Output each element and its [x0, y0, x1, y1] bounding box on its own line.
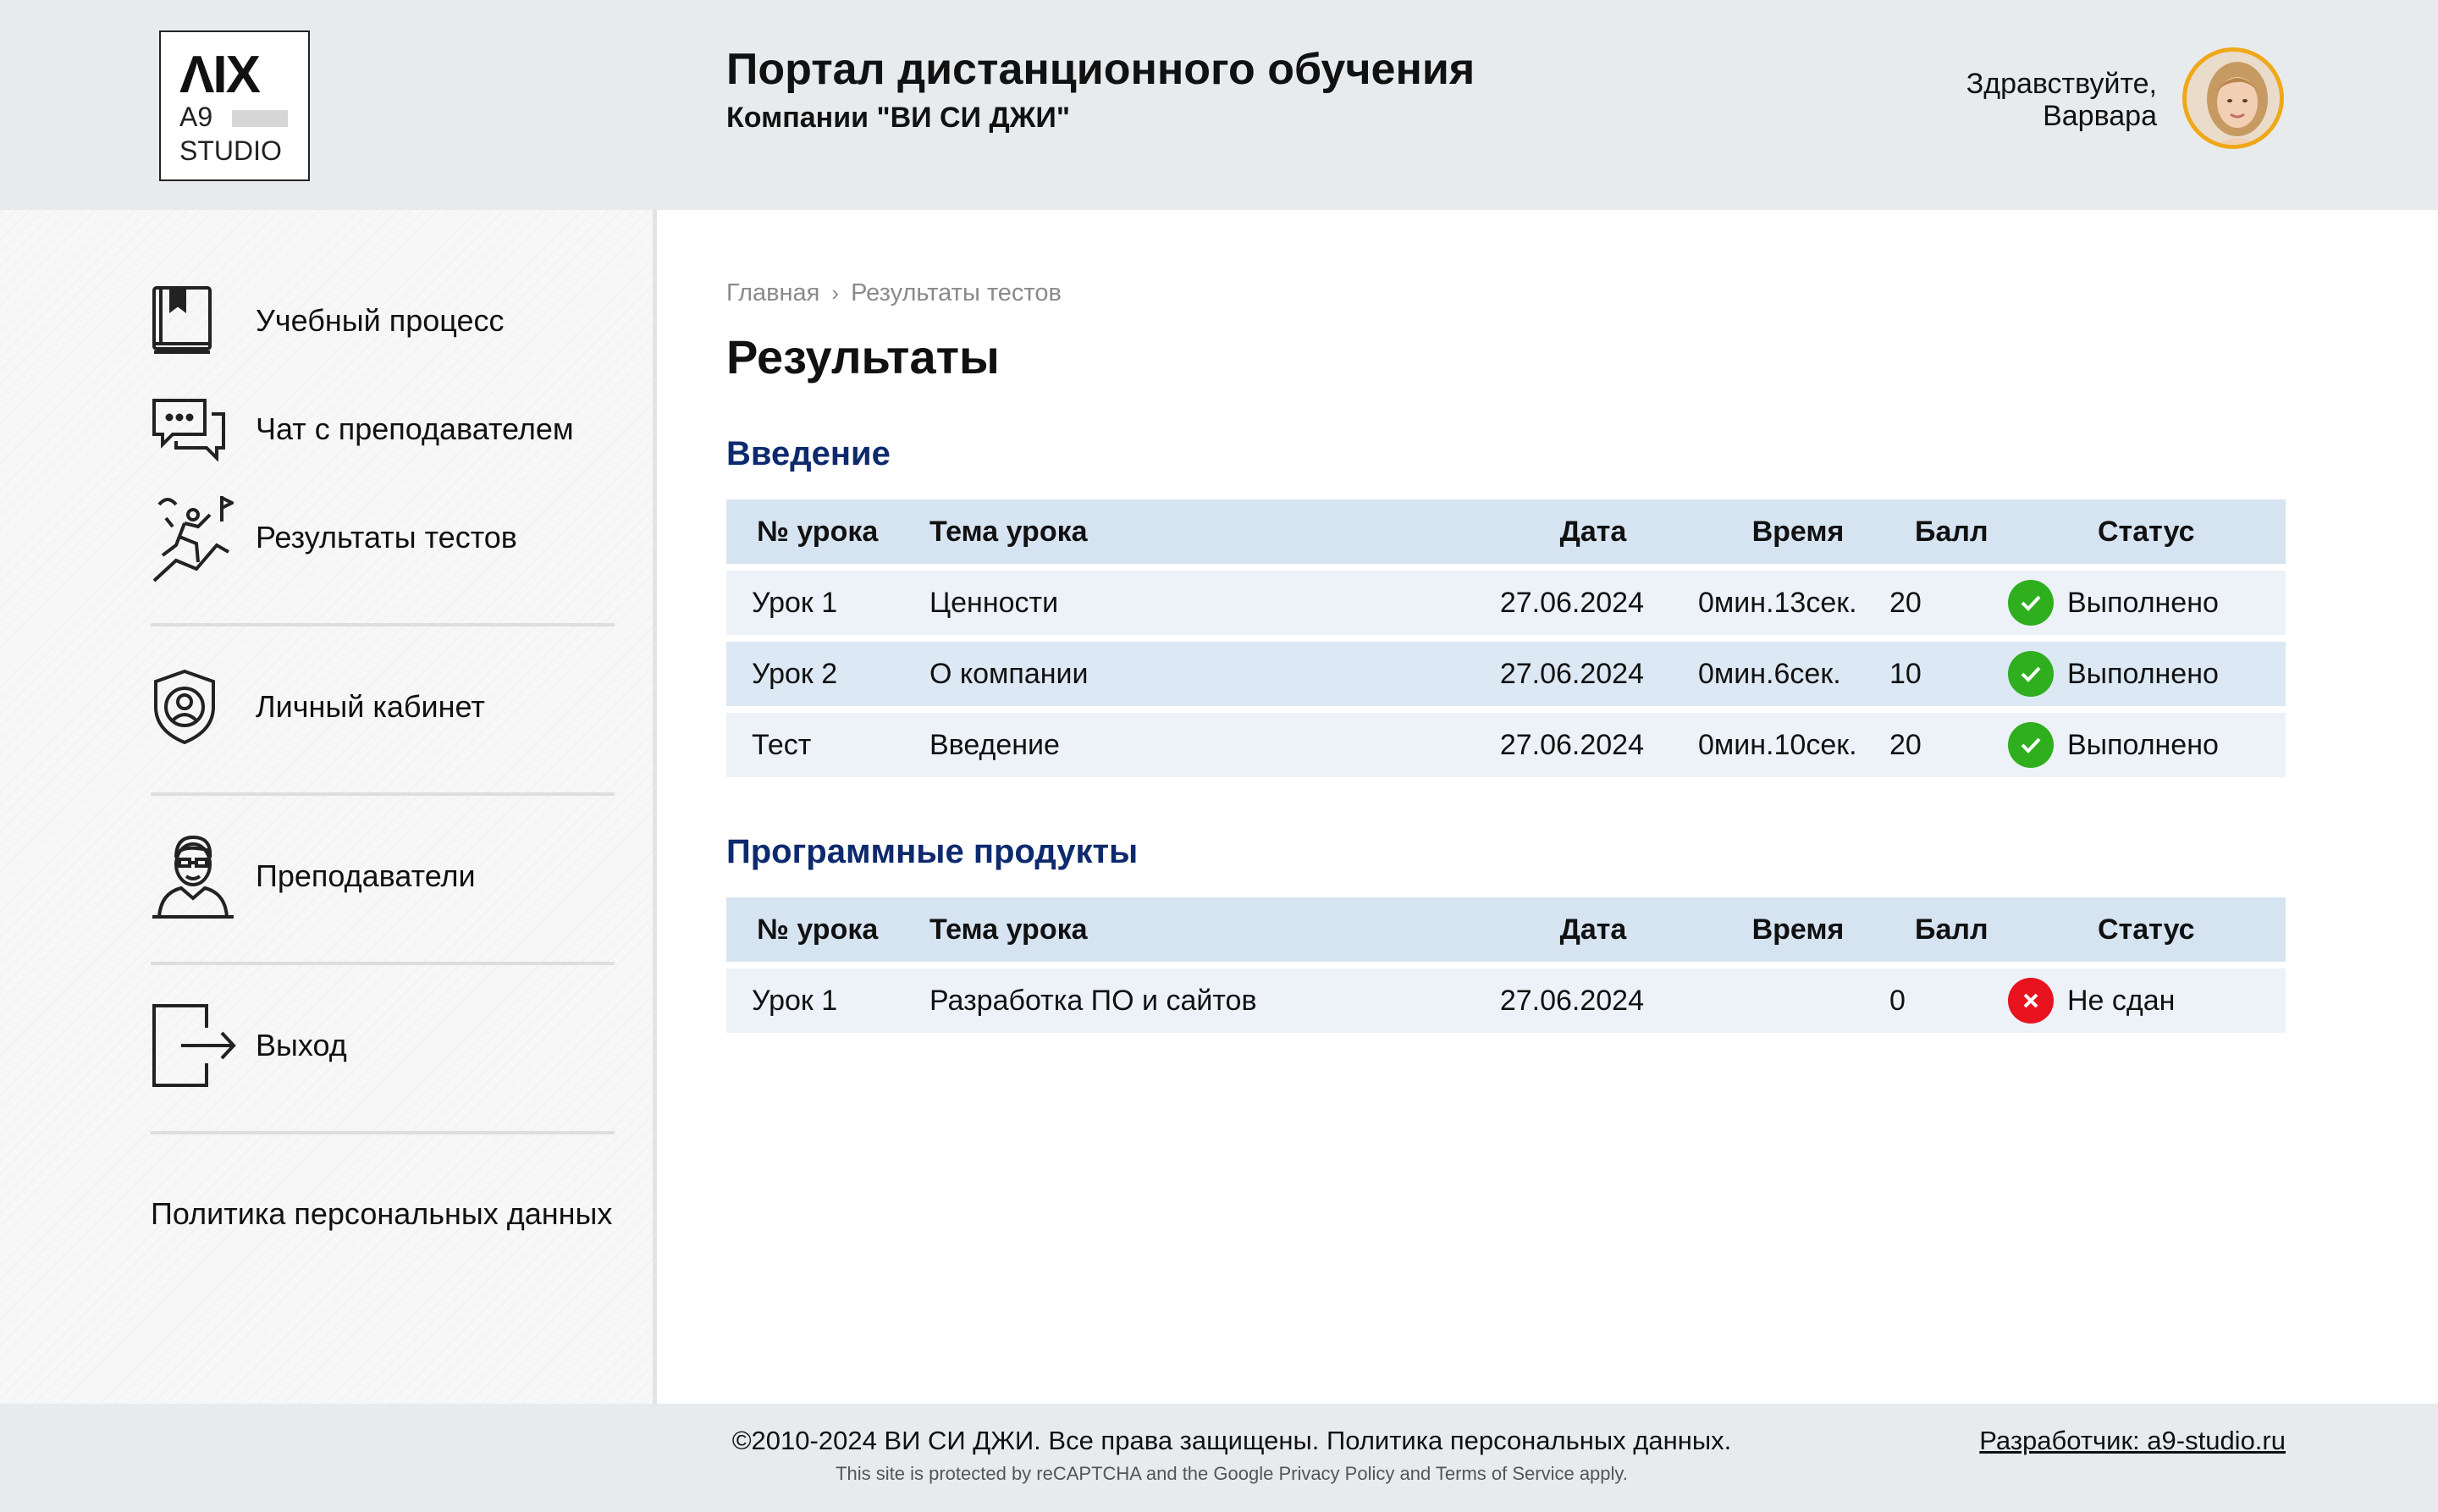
sidebar-item-label: Выход	[256, 1028, 347, 1062]
footer	[0, 1404, 2438, 1512]
column-header-status: Статус	[2098, 515, 2195, 548]
check-icon	[2008, 580, 2054, 626]
book-icon	[151, 277, 239, 365]
sidebar-divider	[151, 962, 615, 965]
sidebar-item-label: Преподаватели	[256, 858, 476, 893]
column-header-score: Балл	[1915, 913, 1988, 946]
cell-status	[2008, 978, 2286, 1024]
cell-num: Урок 1	[752, 984, 838, 1017]
sidebar-item-chat[interactable]	[151, 383, 625, 476]
site-subtitle: Компании "ВИ СИ ДЖИ"	[726, 102, 1070, 134]
cross-icon	[2008, 978, 2054, 1024]
column-header-score: Балл	[1915, 515, 1988, 548]
breadcrumb	[726, 276, 1062, 310]
sidebar-item-label: Чат с преподавателем	[256, 411, 574, 446]
cell-num: Тест	[752, 728, 812, 761]
developer-link[interactable]: Разработчик: a9-studio.ru	[1979, 1426, 2286, 1455]
recaptcha-notice: This site is protected by reCAPTCHA and the Google Privacy Policy and Terms of Service apply.	[836, 1463, 1628, 1484]
column-header-time: Время	[1751, 515, 1845, 548]
table-header	[726, 897, 2286, 962]
status-text: Выполнено	[2067, 657, 2219, 690]
sidebar-item-learning[interactable]	[151, 274, 625, 367]
cell-topic: О компании	[929, 657, 1089, 690]
sidebar-item-label: Личный кабинет	[256, 689, 485, 724]
cell-status	[2008, 722, 2286, 768]
cell-date: 27.06.2024	[1499, 984, 1644, 1017]
site-title: Портал дистанционного обучения	[726, 45, 1475, 94]
breadcrumb-home[interactable]: Главная	[726, 279, 820, 306]
sidebar-divider	[151, 623, 615, 626]
user-avatar-icon	[2187, 52, 2284, 149]
column-header-status: Статус	[2098, 913, 2195, 946]
chevron-right-icon: ›	[831, 280, 840, 306]
section-title: Программные продукты	[726, 833, 1139, 870]
cell-time: 0мин.6сек.	[1698, 657, 1841, 690]
column-header-topic: Тема урока	[929, 515, 1088, 548]
logo-text-a9: A9	[179, 102, 213, 132]
sidebar-divider	[151, 792, 615, 796]
check-icon	[2008, 722, 2054, 768]
sidebar-divider	[151, 1131, 615, 1134]
greeting	[1966, 68, 2157, 132]
user-name: Варвара	[2043, 100, 2157, 132]
column-header-time: Время	[1751, 913, 1845, 946]
status-text: Выполнено	[2067, 728, 2219, 761]
logo[interactable]	[159, 30, 310, 181]
table-row	[726, 642, 2286, 706]
cell-time: 0мин.10сек.	[1698, 728, 1857, 761]
privacy-policy-link[interactable]: Политика персональных данных	[151, 1196, 613, 1231]
results-table	[726, 499, 2286, 777]
logout-icon	[151, 1002, 239, 1090]
column-header-topic: Тема урока	[929, 913, 1088, 946]
column-header-num: № урока	[757, 913, 879, 946]
results-table	[726, 897, 2286, 1033]
status-text: Выполнено	[2067, 586, 2219, 619]
logo-mark: ΛIX	[179, 46, 259, 104]
cell-score: 20	[1889, 728, 1922, 761]
cell-score: 10	[1889, 657, 1922, 690]
teacher-icon	[151, 832, 239, 920]
cell-topic: Ценности	[929, 586, 1059, 619]
cell-score: 0	[1889, 984, 1906, 1017]
section-title: Введение	[726, 435, 891, 472]
cell-num: Урок 2	[752, 657, 838, 690]
cell-num: Урок 1	[752, 586, 838, 619]
status-text: Не сдан	[2067, 984, 2176, 1017]
header	[0, 0, 2438, 210]
cell-date: 27.06.2024	[1499, 657, 1644, 690]
column-header-num: № урока	[757, 515, 879, 548]
chat-icon	[151, 385, 239, 473]
avatar[interactable]	[2182, 47, 2284, 149]
cell-score: 20	[1889, 586, 1922, 619]
sidebar-item-label: Результаты тестов	[256, 520, 517, 555]
sidebar-item-account[interactable]	[151, 660, 625, 753]
column-header-date: Дата	[1559, 913, 1627, 946]
breadcrumb-current: Результаты тестов	[851, 279, 1062, 306]
cell-status	[2008, 580, 2286, 626]
cell-topic: Разработка ПО и сайтов	[929, 984, 1257, 1017]
copyright: ©2010-2024 ВИ СИ ДЖИ. Все права защищены. Политика персональных данных.	[731, 1426, 1732, 1455]
table-row	[726, 968, 2286, 1033]
sidebar-item-logout[interactable]	[151, 999, 625, 1092]
climber-icon	[151, 494, 239, 582]
check-icon	[2008, 651, 2054, 697]
sidebar-item-teachers[interactable]	[151, 830, 625, 923]
table-row	[726, 571, 2286, 635]
sidebar-item-results[interactable]	[151, 491, 625, 584]
user-shield-icon	[151, 663, 239, 751]
table-row	[726, 713, 2286, 777]
cell-time: 0мин.13сек.	[1698, 586, 1857, 619]
cell-date: 27.06.2024	[1499, 728, 1644, 761]
page-title: Результаты	[726, 330, 1000, 384]
cell-topic: Введение	[929, 728, 1060, 761]
table-header	[726, 499, 2286, 564]
column-header-date: Дата	[1559, 515, 1627, 548]
logo-text-studio: STUDIO	[179, 135, 282, 166]
cell-status	[2008, 651, 2286, 697]
cell-date: 27.06.2024	[1499, 586, 1644, 619]
greeting-line: Здравствуйте,	[1966, 68, 2157, 100]
sidebar	[0, 210, 657, 1404]
sidebar-item-label: Учебный процесс	[256, 303, 505, 338]
logo-bar	[232, 110, 288, 127]
